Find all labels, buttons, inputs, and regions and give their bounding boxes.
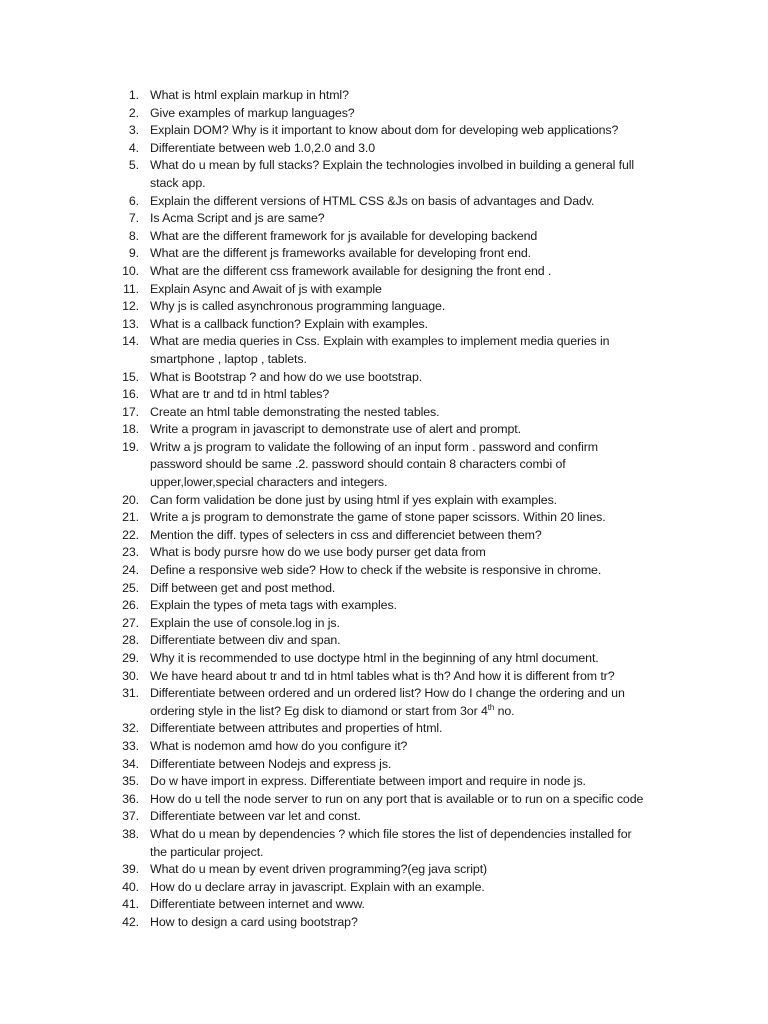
question-text xyxy=(150,544,678,562)
question-line: Give examples of markup languages? xyxy=(150,105,355,120)
question-text xyxy=(150,896,678,914)
question-text xyxy=(150,597,678,615)
question-number: 36. xyxy=(122,791,139,806)
question-item xyxy=(108,650,678,668)
question-tail: no. xyxy=(494,703,515,718)
question-number: 13. xyxy=(122,316,139,331)
question-number: 26. xyxy=(122,598,139,613)
question-item xyxy=(108,562,678,580)
question-line: password should be same .2. password should contain 8 characters combi of xyxy=(150,457,566,472)
question-text xyxy=(150,685,678,720)
question-text xyxy=(150,720,678,738)
question-item xyxy=(108,105,678,123)
question-item xyxy=(108,122,678,140)
question-line: smartphone , laptop , tablets. xyxy=(150,351,307,366)
question-line: What is nodemon amd how do you configure it? xyxy=(150,738,408,753)
question-text xyxy=(150,263,678,281)
question-text xyxy=(150,756,678,774)
question-line: Do w have import in express. Differentiate between import and require in node js. xyxy=(150,774,586,789)
question-line: Diff between get and post method. xyxy=(150,580,336,595)
question-number: 32. xyxy=(122,721,139,736)
question-text xyxy=(150,509,678,527)
question-number: 5. xyxy=(128,158,139,173)
question-item xyxy=(108,263,678,281)
question-text xyxy=(150,914,678,932)
question-line: How do u tell the node server to run on any port that is available or to run on a specific code xyxy=(150,791,644,806)
question-text xyxy=(150,826,678,861)
question-item xyxy=(108,439,678,492)
question-item xyxy=(108,896,678,914)
question-text xyxy=(150,562,678,580)
question-number: 35. xyxy=(122,774,139,789)
question-item xyxy=(108,861,678,879)
question-item xyxy=(108,632,678,650)
question-number: 6. xyxy=(128,193,139,208)
question-line: stack app. xyxy=(150,175,206,190)
question-text xyxy=(150,527,678,545)
question-line: Explain the types of meta tags with examples. xyxy=(150,598,397,613)
question-number: 7. xyxy=(128,211,139,226)
ordinal-superscript: th xyxy=(487,702,495,712)
question-line: Can form validation be done just by using html if yes explain with examples. xyxy=(150,492,558,507)
question-line: ordering style in the list? Eg disk to diamond or start from 3or 4th no. xyxy=(150,702,515,718)
question-line: Define a responsive web side? How to check if the website is responsive in chrome. xyxy=(150,563,602,578)
question-line: What is html explain markup in html? xyxy=(150,88,349,102)
question-number: 8. xyxy=(128,228,139,243)
question-line: Mention the diff. types of selecters in css and differenciet between them? xyxy=(150,527,542,542)
question-text xyxy=(150,492,678,510)
question-number: 42. xyxy=(122,914,139,929)
question-line: Differentiate between ordered and un ordered list? How do I change the ordering and un xyxy=(150,686,625,701)
question-item xyxy=(108,157,678,192)
question-line: Differentiate between Nodejs and express js. xyxy=(150,756,392,771)
question-text xyxy=(150,210,678,228)
question-text xyxy=(150,245,678,263)
question-item xyxy=(108,245,678,263)
question-item xyxy=(108,668,678,686)
question-number: 19. xyxy=(122,439,139,454)
question-number: 3. xyxy=(128,123,139,138)
question-item xyxy=(108,597,678,615)
question-number: 12. xyxy=(122,299,139,314)
question-number: 10. xyxy=(122,263,139,278)
question-item xyxy=(108,281,678,299)
question-text xyxy=(150,632,678,650)
question-item xyxy=(108,509,678,527)
question-item xyxy=(108,210,678,228)
question-item xyxy=(108,369,678,387)
question-number: 40. xyxy=(122,879,139,894)
question-text xyxy=(150,791,678,809)
question-list xyxy=(108,87,678,932)
question-item xyxy=(108,421,678,439)
question-line: Explain the different versions of HTML CSS &Js on basis of advantages and Dadv. xyxy=(150,193,595,208)
question-item xyxy=(108,333,678,368)
question-text xyxy=(150,879,678,897)
question-text xyxy=(150,615,678,633)
question-number: 21. xyxy=(122,510,139,525)
question-line: What are the different js frameworks available for developing front end. xyxy=(150,246,532,261)
question-item xyxy=(108,228,678,246)
question-line: We have heard about tr and td in html tables what is th? And how it is different from tr? xyxy=(150,668,615,683)
question-line: What do u mean by event driven programming?(eg java script) xyxy=(150,862,488,877)
question-line: What do u mean by full stacks? Explain the technologies involbed in building a general full xyxy=(150,158,635,173)
question-number: 15. xyxy=(122,369,139,384)
question-line: upper,lower,special characters and integers. xyxy=(150,475,388,490)
question-number: 30. xyxy=(122,668,139,683)
question-line: Explain Async and Await of js with example xyxy=(150,281,382,296)
question-line: the particular project. xyxy=(150,844,264,859)
question-number: 37. xyxy=(122,809,139,824)
question-item xyxy=(108,738,678,756)
question-text xyxy=(150,439,678,492)
question-number: 14. xyxy=(122,334,139,349)
question-text xyxy=(150,316,678,334)
question-line: What are the different framework for js available for developing backend xyxy=(150,228,538,243)
question-item xyxy=(108,826,678,861)
question-number: 20. xyxy=(122,492,139,507)
question-item xyxy=(108,773,678,791)
question-text xyxy=(150,580,678,598)
question-line: What are the different css framework available for designing the front end . xyxy=(150,263,552,278)
question-number: 24. xyxy=(122,563,139,578)
question-text xyxy=(150,369,678,387)
question-number: 11. xyxy=(122,281,139,296)
question-line: Explain DOM? Why is it important to know about dom for developing web applications? xyxy=(150,123,619,138)
question-text xyxy=(150,861,678,879)
question-item xyxy=(108,298,678,316)
question-text xyxy=(150,157,678,192)
question-item xyxy=(108,492,678,510)
question-line: Differentiate between div and span. xyxy=(150,633,341,648)
question-text xyxy=(150,122,678,140)
question-text xyxy=(150,298,678,316)
question-number: 4. xyxy=(128,140,139,155)
question-text xyxy=(150,668,678,686)
question-number: 38. xyxy=(122,826,139,841)
question-line: Write a program in javascript to demonstrate use of alert and prompt. xyxy=(150,422,521,437)
question-number: 16. xyxy=(122,387,139,402)
question-line: How do u declare array in javascript. Explain with an example. xyxy=(150,879,485,894)
question-line: Create an html table demonstrating the nested tables. xyxy=(150,404,440,419)
question-number: 41. xyxy=(122,897,139,912)
question-text xyxy=(150,404,678,422)
question-text xyxy=(150,281,678,299)
question-line: Write a js program to demonstrate the game of stone paper scissors. Within 20 lines. xyxy=(150,510,606,525)
question-number: 28. xyxy=(122,633,139,648)
question-line: Explain the use of console.log in js. xyxy=(150,615,340,630)
question-number: 25. xyxy=(122,580,139,595)
question-item xyxy=(108,580,678,598)
question-number: 23. xyxy=(122,545,139,560)
question-item xyxy=(108,386,678,404)
question-line: What is body pursre how do we use body purser get data from xyxy=(150,545,486,560)
question-item xyxy=(108,756,678,774)
question-line: Differentiate between var let and const. xyxy=(150,809,361,824)
question-line: What are media queries in Css. Explain with examples to implement media queries in xyxy=(150,334,610,349)
question-line: What is Bootstrap ? and how do we use bootstrap. xyxy=(150,369,423,384)
question-line: Differentiate between internet and www. xyxy=(150,897,365,912)
question-line: Why js is called asynchronous programming language. xyxy=(150,299,446,314)
question-line: How to design a card using bootstrap? xyxy=(150,914,358,929)
question-text xyxy=(150,808,678,826)
question-text xyxy=(150,773,678,791)
question-item xyxy=(108,140,678,158)
question-number: 27. xyxy=(122,615,139,630)
question-text xyxy=(150,333,678,368)
question-item xyxy=(108,544,678,562)
question-line: Differentiate between attributes and properties of html. xyxy=(150,721,443,736)
question-item xyxy=(108,193,678,211)
question-number: 9. xyxy=(128,246,139,261)
question-line: Writw a js program to validate the following of an input form . password and confirm xyxy=(150,439,598,454)
question-text xyxy=(150,421,678,439)
question-number: 29. xyxy=(122,651,139,665)
question-text xyxy=(150,386,678,404)
question-number: 22. xyxy=(122,527,139,542)
question-number: 2. xyxy=(128,105,139,120)
question-text xyxy=(150,738,678,756)
question-line: What do u mean by dependencies ? which file stores the list of dependencies installed for xyxy=(150,826,632,841)
question-number: 31. xyxy=(122,686,139,701)
question-text xyxy=(150,105,678,123)
question-line: Is Acma Script and js are same? xyxy=(150,211,325,226)
question-text xyxy=(150,87,678,105)
question-item xyxy=(108,914,678,932)
question-item xyxy=(108,404,678,422)
question-number: 1. xyxy=(128,88,139,102)
question-item xyxy=(108,879,678,897)
question-text xyxy=(150,650,678,668)
question-item xyxy=(108,316,678,334)
question-item xyxy=(108,720,678,738)
question-line: Differentiate between web 1.0,2.0 and 3.0 xyxy=(150,140,376,155)
question-number: 33. xyxy=(122,738,139,753)
question-line: What is a callback function? Explain with examples. xyxy=(150,316,428,331)
question-line: Why it is recommended to use doctype html in the beginning of any html document. xyxy=(150,651,599,665)
question-line: What are tr and td in html tables? xyxy=(150,387,330,402)
question-number: 34. xyxy=(122,756,139,771)
question-item xyxy=(108,808,678,826)
question-item xyxy=(108,685,678,720)
question-item xyxy=(108,527,678,545)
question-text xyxy=(150,193,678,211)
question-item xyxy=(108,791,678,809)
question-number: 39. xyxy=(122,862,139,877)
question-text xyxy=(150,140,678,158)
question-item xyxy=(108,87,678,105)
question-number: 17. xyxy=(122,404,139,419)
question-text xyxy=(150,228,678,246)
question-number: 18. xyxy=(122,422,139,437)
question-item xyxy=(108,615,678,633)
